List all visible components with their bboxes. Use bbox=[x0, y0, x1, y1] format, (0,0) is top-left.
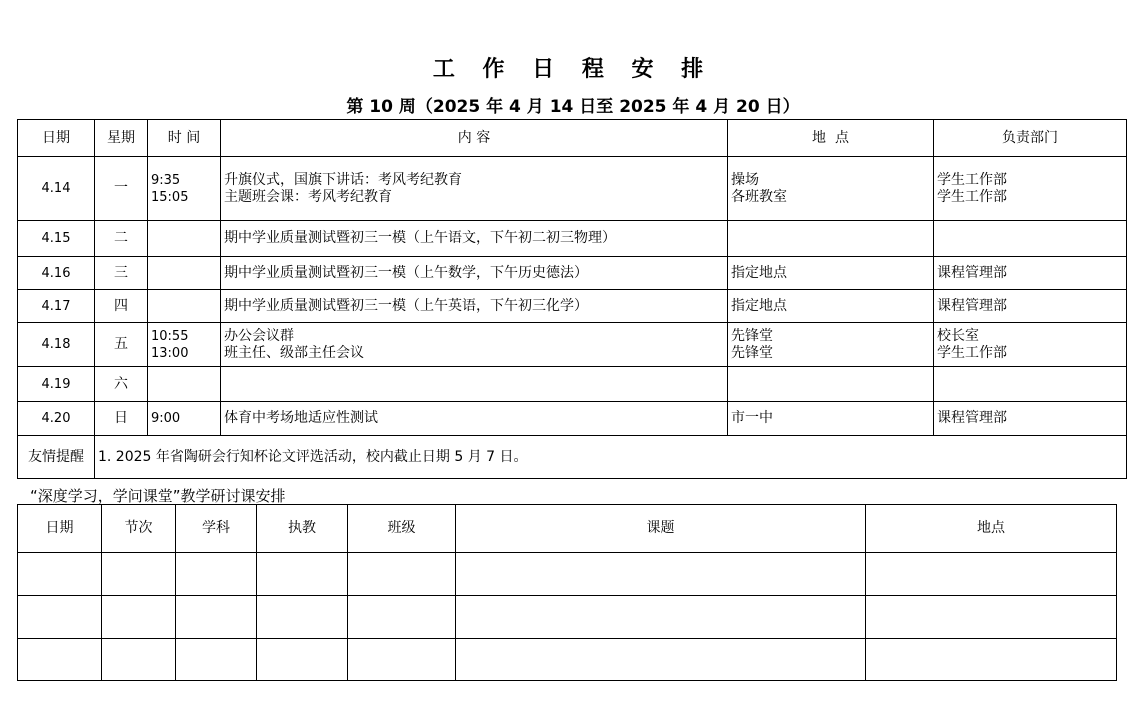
header-dept: 负责部门 bbox=[934, 120, 1127, 157]
empty-cell bbox=[18, 553, 102, 596]
content-text: 主题班会课：考风考纪教育 bbox=[224, 188, 392, 205]
row-time: 9:00 bbox=[148, 402, 221, 436]
empty-cell bbox=[456, 639, 866, 681]
row-weekday: 五 bbox=[95, 323, 148, 367]
header-time: 时 间 bbox=[148, 120, 221, 157]
row-content: 期中学业质量测试暨初三一模（上午语文，下午初二初三物理） bbox=[221, 221, 728, 257]
content-text: 办公会议群 bbox=[224, 327, 294, 344]
reminder-text: 1. 2025 年省陶研会行知杯论文评选活动，校内截止日期 5 月 7 日。 bbox=[95, 436, 1127, 479]
empty-cell bbox=[176, 596, 257, 639]
empty-cell bbox=[348, 553, 456, 596]
header-topic: 课题 bbox=[456, 505, 866, 553]
row-content bbox=[221, 367, 728, 402]
empty-cell bbox=[456, 596, 866, 639]
row-weekday: 日 bbox=[95, 402, 148, 436]
row-place bbox=[728, 367, 934, 402]
content-text: 班主任、级部主任会议 bbox=[224, 344, 364, 361]
content-text: 升旗仪式，国旗下讲话：考风考纪教育 bbox=[224, 171, 462, 188]
row-date: 4.19 bbox=[18, 367, 95, 402]
row-date: 4.20 bbox=[18, 402, 95, 436]
table-row bbox=[18, 553, 1117, 596]
research-header-row bbox=[18, 505, 1117, 553]
time-text: 15:05 bbox=[151, 189, 189, 205]
week-subtitle: 第 10 周（2025 年 4 月 14 日至 2025 年 4 月 20 日） bbox=[346, 97, 800, 117]
empty-cell bbox=[456, 553, 866, 596]
row-place: 市一中 bbox=[728, 402, 934, 436]
empty-cell bbox=[18, 639, 102, 681]
row-weekday: 四 bbox=[95, 290, 148, 323]
table-row bbox=[18, 157, 1127, 221]
place-text: 各班教室 bbox=[731, 188, 787, 205]
row-time bbox=[148, 290, 221, 323]
empty-cell bbox=[102, 553, 176, 596]
reminder-label: 友情提醒 bbox=[18, 436, 95, 479]
row-place: 指定地点 bbox=[728, 290, 934, 323]
empty-cell bbox=[348, 596, 456, 639]
dept-text: 学生工作部 bbox=[937, 344, 1007, 361]
row-time bbox=[148, 157, 221, 221]
row-place bbox=[728, 157, 934, 221]
table-row bbox=[18, 221, 1127, 257]
page-title: 工 作 日 程 安 排 bbox=[432, 57, 714, 82]
reminder-row bbox=[18, 436, 1127, 479]
row-dept bbox=[934, 323, 1127, 367]
row-content bbox=[221, 323, 728, 367]
row-weekday: 二 bbox=[95, 221, 148, 257]
table-row bbox=[18, 257, 1127, 290]
row-date: 4.18 bbox=[18, 323, 95, 367]
row-dept: 课程管理部 bbox=[934, 290, 1127, 323]
row-content bbox=[221, 157, 728, 221]
header-place: 地 点 bbox=[728, 120, 934, 157]
row-weekday: 六 bbox=[95, 367, 148, 402]
place-text: 先锋堂 bbox=[731, 327, 773, 344]
table-row bbox=[18, 639, 1117, 681]
dept-text: 学生工作部 bbox=[937, 171, 1007, 188]
table-row bbox=[18, 402, 1127, 436]
row-content: 体育中考场地适应性测试 bbox=[221, 402, 728, 436]
row-dept bbox=[934, 367, 1127, 402]
empty-cell bbox=[866, 553, 1117, 596]
research-lesson-table bbox=[17, 504, 1117, 681]
empty-cell bbox=[866, 639, 1117, 681]
header-period: 节次 bbox=[102, 505, 176, 553]
row-place: 指定地点 bbox=[728, 257, 934, 290]
dept-text: 校长室 bbox=[937, 327, 979, 344]
row-content: 期中学业质量测试暨初三一模（上午英语，下午初三化学） bbox=[221, 290, 728, 323]
place-text: 先锋堂 bbox=[731, 344, 773, 361]
place-text: 操场 bbox=[731, 171, 759, 188]
time-text: 13:00 bbox=[151, 345, 189, 361]
table-row bbox=[18, 290, 1127, 323]
schedule-header-row bbox=[18, 120, 1127, 157]
row-weekday: 一 bbox=[95, 157, 148, 221]
header-subject: 学科 bbox=[176, 505, 257, 553]
row-dept: 课程管理部 bbox=[934, 402, 1127, 436]
empty-cell bbox=[102, 596, 176, 639]
table-row bbox=[18, 323, 1127, 367]
empty-cell bbox=[257, 639, 348, 681]
header-teacher: 执教 bbox=[257, 505, 348, 553]
empty-cell bbox=[866, 596, 1117, 639]
row-time bbox=[148, 367, 221, 402]
row-place bbox=[728, 221, 934, 257]
row-time bbox=[148, 323, 221, 367]
table-row bbox=[18, 596, 1117, 639]
empty-cell bbox=[176, 639, 257, 681]
row-date: 4.17 bbox=[18, 290, 95, 323]
row-time bbox=[148, 221, 221, 257]
row-time bbox=[148, 257, 221, 290]
table-row bbox=[18, 367, 1127, 402]
header-weekday: 星期 bbox=[95, 120, 148, 157]
row-date: 4.15 bbox=[18, 221, 95, 257]
header-content: 内 容 bbox=[221, 120, 728, 157]
time-text: 9:35 bbox=[151, 172, 181, 188]
row-dept bbox=[934, 157, 1127, 221]
header-date: 日期 bbox=[18, 120, 95, 157]
time-text: 10:55 bbox=[151, 328, 189, 344]
empty-cell bbox=[18, 596, 102, 639]
schedule-table bbox=[17, 119, 1127, 479]
empty-cell bbox=[257, 596, 348, 639]
research-section-title: “深度学习，学问课堂”教学研讨课安排 bbox=[30, 487, 286, 505]
empty-cell bbox=[348, 639, 456, 681]
row-dept bbox=[934, 221, 1127, 257]
row-weekday: 三 bbox=[95, 257, 148, 290]
row-date: 4.16 bbox=[18, 257, 95, 290]
header-date: 日期 bbox=[18, 505, 102, 553]
row-content: 期中学业质量测试暨初三一模（上午数学，下午历史德法） bbox=[221, 257, 728, 290]
row-dept: 课程管理部 bbox=[934, 257, 1127, 290]
empty-cell bbox=[176, 553, 257, 596]
empty-cell bbox=[257, 553, 348, 596]
row-place bbox=[728, 323, 934, 367]
dept-text: 学生工作部 bbox=[937, 188, 1007, 205]
header-class: 班级 bbox=[348, 505, 456, 553]
empty-cell bbox=[102, 639, 176, 681]
row-date: 4.14 bbox=[18, 157, 95, 221]
header-location: 地点 bbox=[866, 505, 1117, 553]
